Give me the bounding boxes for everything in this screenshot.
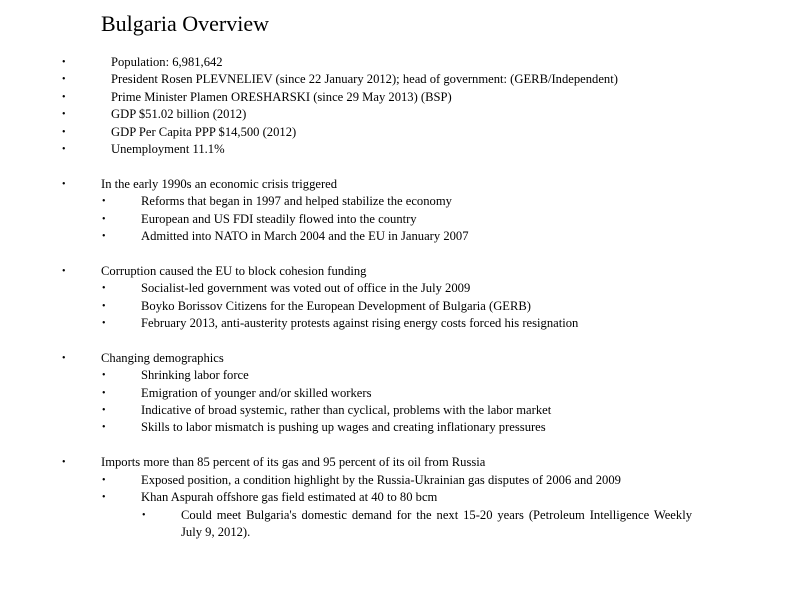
page-title: Bulgaria Overview <box>101 11 269 36</box>
bullet-list <box>0 54 800 541</box>
bullet-icon: • <box>62 91 66 103</box>
bullet-icon: • <box>62 457 66 469</box>
spacer <box>0 332 800 349</box>
bullet-icon: • <box>102 196 106 208</box>
list-item: • European and US FDI steadily flowed into the country <box>0 211 800 228</box>
bullet-icon: • <box>102 300 106 312</box>
bullet-icon: • <box>102 283 106 295</box>
list-item: • Admitted into NATO in March 2004 and the EU in January 2007 <box>0 228 800 245</box>
fact-unemployment: • Unemployment 11.1% <box>0 141 800 158</box>
bullet-icon: • <box>62 144 66 156</box>
bullet-icon: • <box>62 57 66 68</box>
bullet-icon: • <box>102 370 106 382</box>
section-heading-corruption: • Corruption caused the EU to block cohesion funding <box>0 263 800 280</box>
bullet-icon: • <box>62 265 66 277</box>
bullet-icon: • <box>62 178 66 190</box>
list-item: • Shrinking labor force <box>0 367 800 384</box>
list-item: • Emigration of younger and/or skilled workers <box>0 385 800 402</box>
section-heading-economic-crisis: • In the early 1990s an economic crisis triggered <box>0 176 800 193</box>
spacer <box>0 245 800 262</box>
bullet-icon: • <box>102 492 106 504</box>
sub-list-item: • Could meet Bulgaria's domestic demand for the next 15-20 years (Petroleum Intelligence Weekly July 9, 2012). <box>142 507 692 539</box>
list-item: • Khan Aspurah offshore gas field estimated at 40 to 80 bcm <box>0 489 800 506</box>
list-item: • February 2013, anti-austerity protests against rising energy costs forced his resignation <box>0 315 800 332</box>
fact-population: • Population: 6,981,642 <box>0 54 800 71</box>
bullet-icon: • <box>102 405 106 417</box>
bullet-icon: • <box>102 387 106 399</box>
list-item: • Indicative of broad systemic, rather than cyclical, problems with the labor market <box>0 402 800 419</box>
bullet-icon: • <box>102 318 106 330</box>
fact-president: • President Rosen PLEVNELIEV (since 22 January 2012); head of government: (GERB/Independent) <box>0 71 800 88</box>
list-item: • Skills to labor mismatch is pushing up wages and creating inflationary pressures <box>0 419 800 436</box>
list-item: • Reforms that began in 1997 and helped stabilize the economy <box>0 193 800 210</box>
bullet-icon: • <box>142 509 146 521</box>
bullet-icon: • <box>102 474 106 486</box>
bullet-icon: • <box>102 422 106 434</box>
fact-prime-minister: • Prime Minister Plamen ORESHARSKI (since 29 May 2013) (BSP) <box>0 89 800 106</box>
section-heading-energy-imports: • Imports more than 85 percent of its gas and 95 percent of its oil from Russia <box>0 454 800 471</box>
bullet-icon: • <box>62 74 66 86</box>
bullet-icon: • <box>102 213 106 225</box>
bullet-icon: • <box>102 231 106 243</box>
bullet-icon: • <box>62 126 66 138</box>
spacer <box>0 158 800 175</box>
bullet-icon: • <box>62 352 66 364</box>
section-heading-demographics: • Changing demographics <box>0 350 800 367</box>
spacer <box>0 437 800 454</box>
bullet-icon: • <box>62 109 66 121</box>
list-item: • Socialist-led government was voted out of office in the July 2009 <box>0 280 800 297</box>
list-item: • Exposed position, a condition highlight by the Russia-Ukrainian gas disputes of 2006 and 2009 <box>0 472 800 489</box>
fact-gdp: • GDP $51.02 billion (2012) <box>0 106 800 123</box>
fact-gdp-per-capita: • GDP Per Capita PPP $14,500 (2012) <box>0 124 800 141</box>
list-item: • Boyko Borissov Citizens for the European Development of Bulgaria (GERB) <box>0 298 800 315</box>
